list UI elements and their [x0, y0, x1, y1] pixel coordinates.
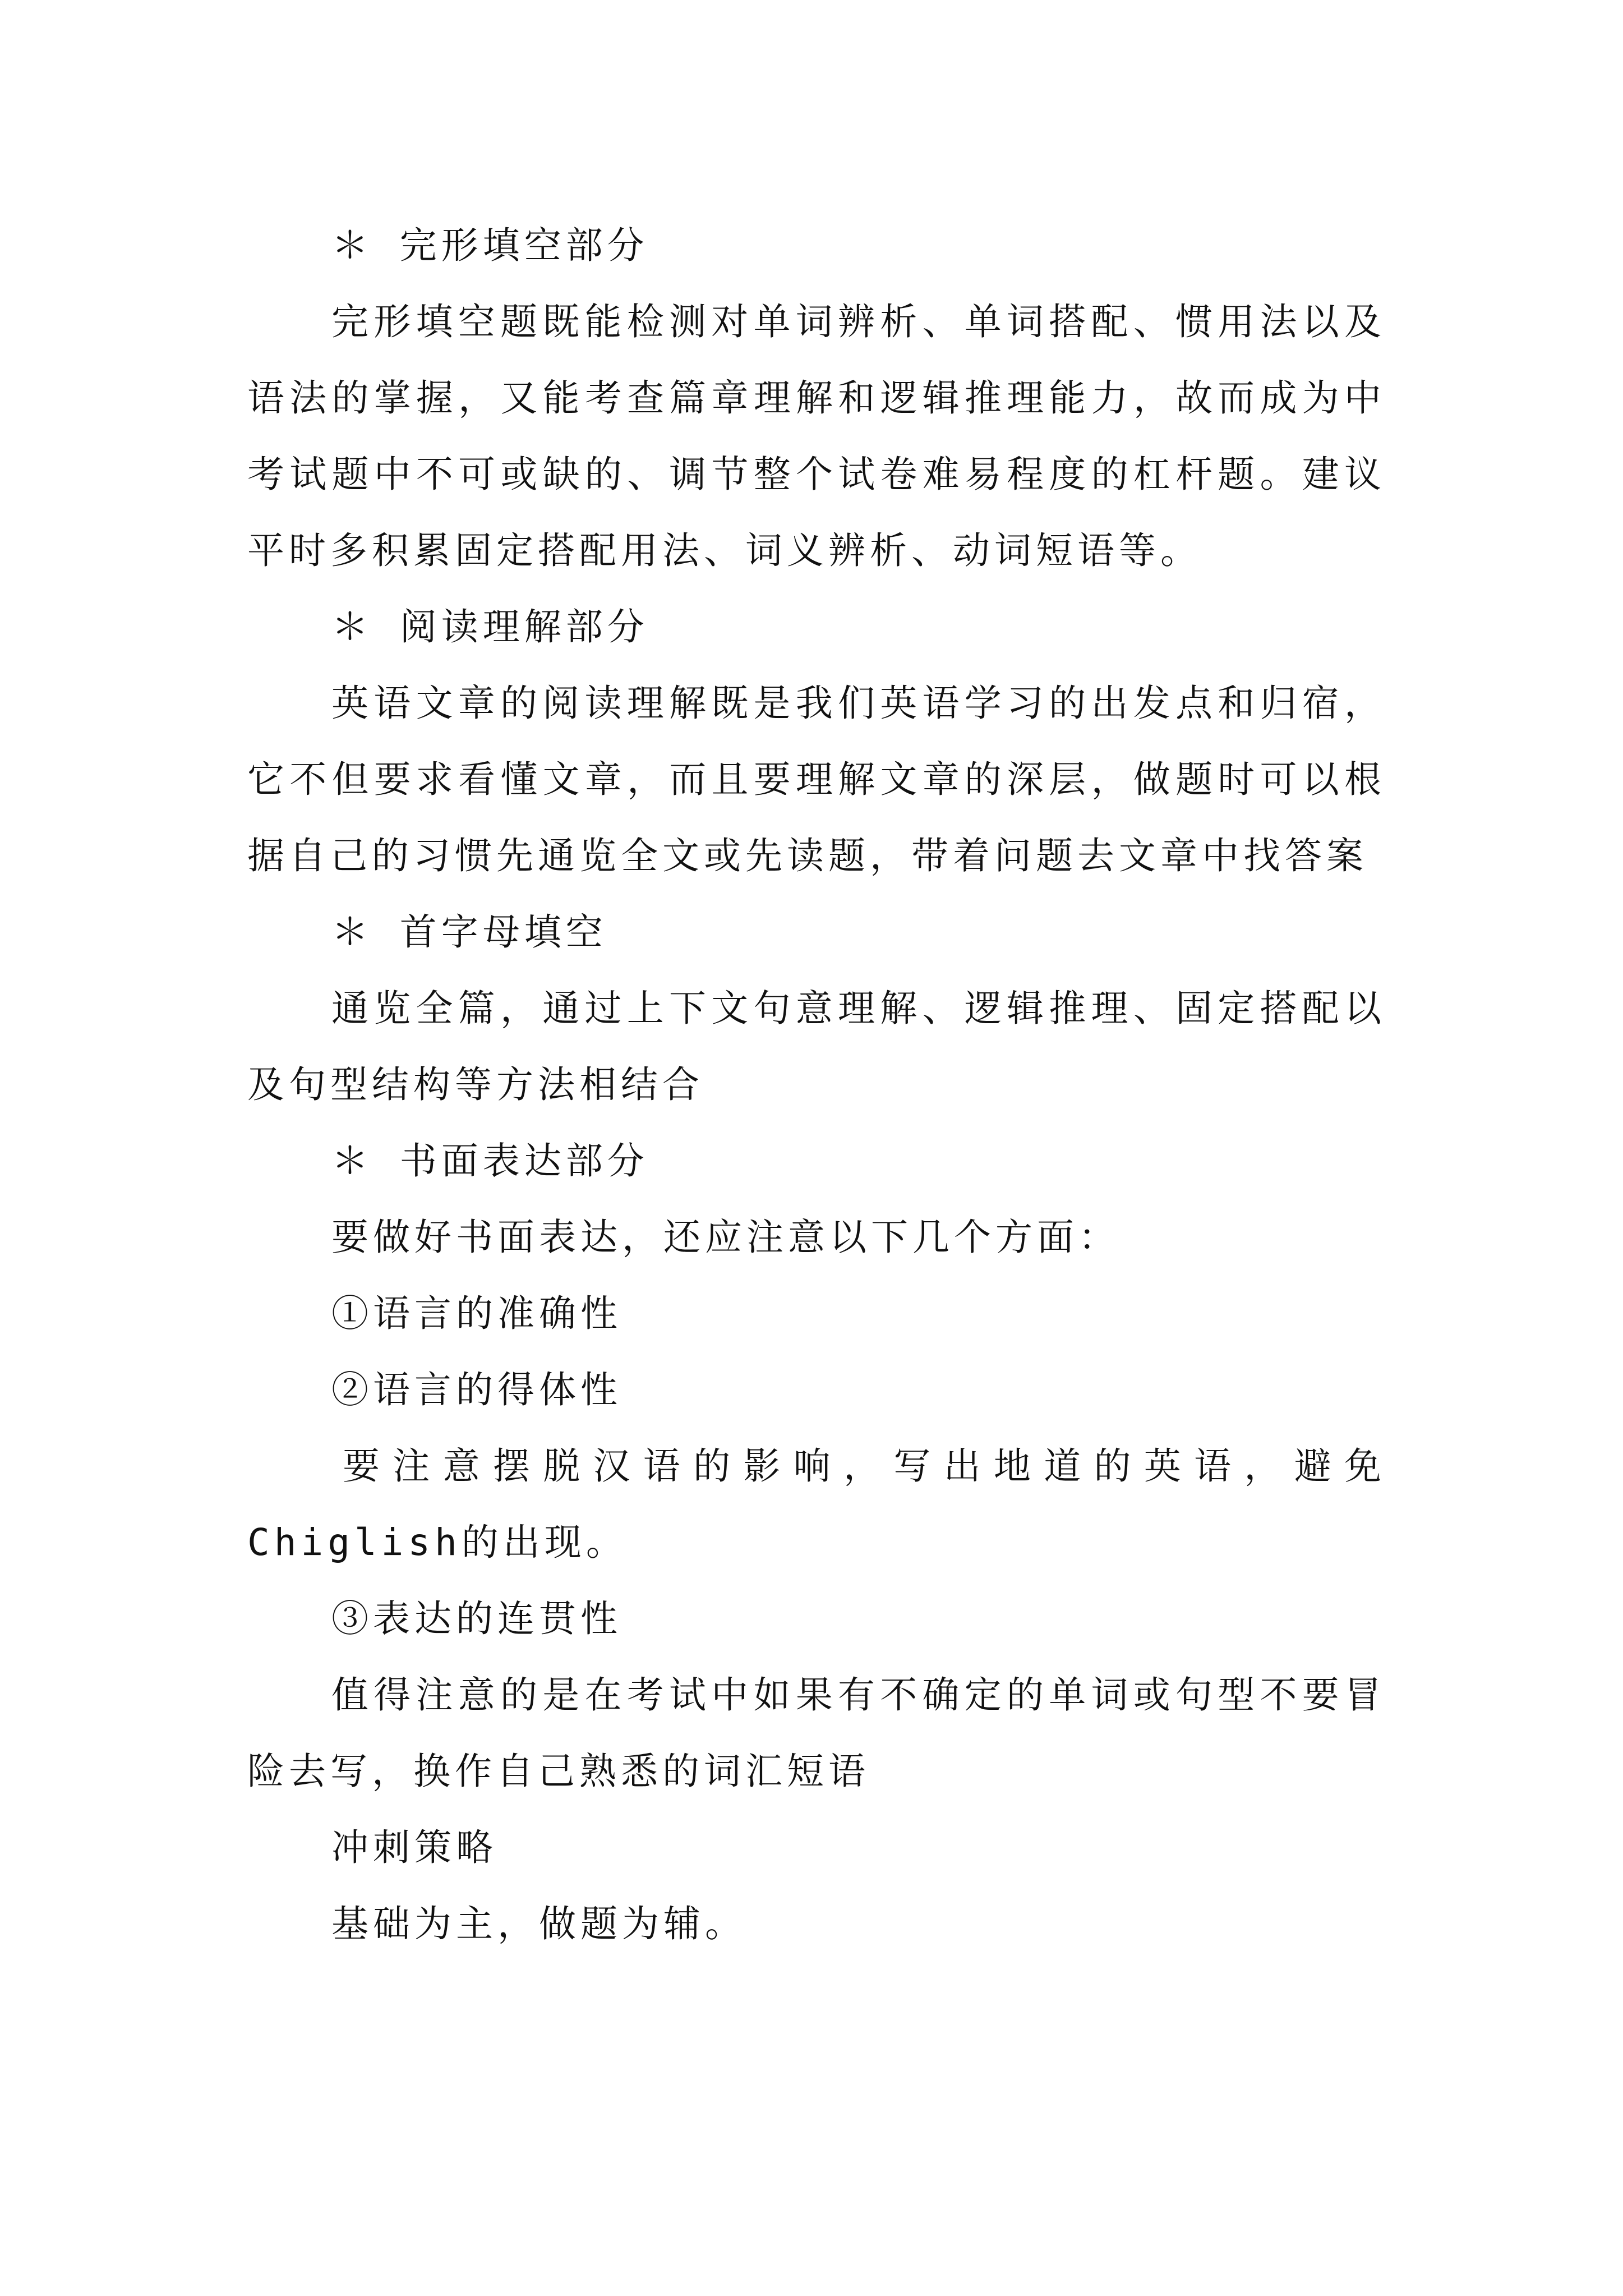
section-heading-cloze: ＊ 完形填空部分	[331, 224, 649, 267]
paragraph-cloze: 完形填空题既能检测对单词辨析、单词搭配、惯用法以及语法的掌握，又能考查篇章理解和逻辑推理能力，故而成为中考试题中不可或缺的、调节整个试卷难易程度的杠杆题。建议平时多积累固定搭配用法、词义辨析、动词短语等。	[247, 300, 1386, 572]
paragraph-writing-point-1: ①语言的准确性	[331, 1292, 622, 1335]
document-body	[247, 208, 1386, 1962]
paragraph-initial-letter: 通览全篇，通过上下文句意理解、逻辑推理、固定搭配以及句型结构等方法相结合	[247, 987, 1386, 1106]
section-heading-strategy: 冲刺策略	[331, 1826, 497, 1869]
paragraph-reading: 英语文章的阅读理解既是我们英语学习的出发点和归宿，它不但要求看懂文章，而且要理解文章的深层，做题时可以根据自己的习惯先通览全文或先读题，带着问题去文章中找答案	[247, 682, 1386, 877]
paragraph-writing-point-2: ②语言的得体性	[331, 1368, 622, 1411]
paragraph-writing-note: 要注意摆脱汉语的影响，写出地道的英语，避免Chiglish的出现。	[247, 1444, 1386, 1564]
section-heading-initial-letter: ＊ 首字母填空	[331, 910, 607, 954]
section-heading-reading: ＊ 阅读理解部分	[331, 605, 649, 648]
paragraph-strategy: 基础为主，做题为辅。	[331, 1902, 746, 1945]
paragraph-writing-advice: 值得注意的是在考试中如果有不确定的单词或句型不要冒险去写，换作自己熟悉的词汇短语	[247, 1673, 1386, 1793]
paragraph-writing-intro: 要做好书面表达，还应注意以下几个方面：	[331, 1216, 1120, 1259]
paragraph-writing-point-3: ③表达的连贯性	[331, 1597, 622, 1640]
section-heading-writing: ＊ 书面表达部分	[331, 1139, 649, 1182]
